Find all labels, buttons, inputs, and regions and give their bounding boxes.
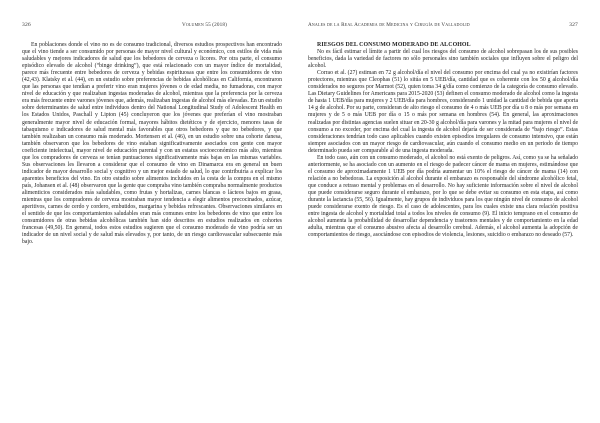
paragraph: En todo caso, aún con un consumo moderado, el alcohol no está exento de peligros. Así, como ya se ha señalado anteriormente, se ha asociado con un aumento en el riesgo de padecer cáncer de mama en mujeres, estimándose que el consumo de aproximadamente 1 UEB por día podría aumentar un 10% el riesgo de cáncer de mama (14) con relación a no bebedoras. La exposición al alcohol durante el embarazo es responsable del síndrome alcohólico fetal, que conduce a retraso mental y problemas en el desarrollo. No hay suficiente información sobre el nivel de alcohol que puede considerarse seguro durante el embarazo, por lo que se debe evitar su consumo en esta etapa, así como durante la lactancia (55, 56). Igualmente, hay grupos de individuos para los que ningún nivel de consumo de alcohol puede considerarse exento de riesgo. Es el caso de adolescentes, para los cuales existe una clara relación positiva entre ingesta de alcohol y mortalidad total a todos los niveles de consumo (9). El inicio temprano en el consumo de alcohol aumenta la probabilidad de desarrollar dependencia y trastornos mentales y de comportamiento en la edad adulta, mientras que el consumo abusivo afecta al desarrollo cerebral. Además, el alcohol aumenta la adopción de comportamientos de riesgo, asociándose con episodios de violencia, lesiones, suicidio o embarazo no deseado (57). <box>308 154 578 239</box>
paragraph: En poblaciones donde el vino no es de consumo tradicional, diversos estudios prospectivos han encontrado que el vino tiende a ser consumido por personas de mayor nivel cultural y económico, con estilos de vida más saludables y mejores indicadores de salud que los bebedores de cerveza o licores. Por otra parte, el consumo episódico elevado de alcohol (“binge drinking”), que está relacionado con un mayor índice de mortalidad, parece más frecuente entre bebedores de cerveza y bebidas espirituosas que entre los consumidores de vino (42,43). Klatsky et al. (44), en un estudio sobre preferencias de bebidas alcohólicas en California, encontraron que las personas que tendían a preferir vino eran mujeres jóvenes o de edad media, no fumadoras, con mayor nivel de educación y que realizaban ingestas moderadas de alcohol, mientras que la preferencia por la cerveza era más frecuente entre varones jóvenes que, además, realizaban ingestas de alcohol más elevadas. En un estudio sobre determinantes de salud entre individuos dentro del National Longitudinal Study of Adolescent Health en los Estados Unidos, Paschall y Lipton (45) concluyeron que los jóvenes que preferían el vino mostraban generalmente mayor nivel de educación formal, mayores hábitos dietéticos y de ejercicio, menores tasas de tabaquismo e indicadores de salud mental más favorables que otros bebedores y que no bebedores, y que también realizaban un consumo más moderado. Mortensen et al. (46), en un estudio sobre una cohorte danesa, también observaron que los bebedores de vino estaban significativamente asociados con gente con mayor coeficiente intelectual, mayor nivel de educación parental y con un estatus socioeconómico más alto, mientras que los compradores de cerveza se tenían puntuaciones significativamente más bajas en las mismas variables. Sus observaciones les llevaron a considerar que el consumo de vino en Dinamarca era en general un buen indicador de mayor desarrollo social y cognitivo y un mejor estado de salud, lo que contribuiría a explicar los aparentes beneficios del vino. En otro estudio sobre alimentos incluidos en la cesta de la compra en el mismo país, Johansen et al. (48) observaron que la gente que compraba vino también compraba normalmente productos alimenticios considerados más saludables, como frutas y hortalizas, carnes blancas o lácteos bajos en grasa, mientras que los compradores de cerveza mostraban mayor tendencia a elegir alimentos precocinados, azúcar, aperitivos, carnes de cerdo y cordero, embutidos, margarina y bebidas refrescantes. Observaciones similares en el sentido de que los comportamientos saludables eran más comunes entre los bebedores de vino que entre los consumidores de otras bebidas alcohólicas también han sido descritos en estudios realizados en cohortes francesas (49,50). En general, todos estos estudios sugieren que el consumo moderado de vino podría ser un indicador de un nivel social y de salud más elevados y, por tanto, de un riesgo cardiovascular subsecuente más bajo. <box>22 42 282 246</box>
left-running-head: Volumen 55 (2018) <box>182 22 228 28</box>
right-page <box>300 0 590 423</box>
right-page-number: 327 <box>569 22 578 28</box>
right-page-body <box>308 42 578 239</box>
paragraph: No es fácil estimar el límite a partir del cual los riesgos del consumo de alcohol sobrepasan los de sus posibles beneficios, dada la variedad de factores no sólo personales sino también sociales que influyen sobre el peligro del alcohol. <box>308 49 578 70</box>
right-running-head: Anales de la Real Academia de Medicina y Cirugía de Valladolid <box>308 22 470 28</box>
left-page-number: 326 <box>22 22 31 28</box>
left-page-body <box>22 42 282 246</box>
left-page <box>0 0 290 423</box>
section-title: RIESGOS DEL CONSUMO MODERADO DE ALCOHOL <box>317 42 471 48</box>
paragraph: Corrao et al. (27) estiman en 72 g alcohol/día el nivel del consumo por encima del cual ya no existirían factores protectores, mientras que Cleophas (51) lo sitúa en 5 UEB/día, cantidad que es coherente con los 50 g alcohol/día considerados no seguros por Marmot (52), quien toma 34 g/día como comienzo de la categoría de consumo elevado. Las Dietary Guidelines for Americans para 2015-2020 (53) definen el consumo moderado de alcohol como la ingesta de hasta 1 UEB/día para mujeres y 2 UEB/día para hombres, considerando 1 unidad la cantidad de bebida que aporta 14 g de alcohol. Por su parte, consideran de alto riesgo el consumo de 4 o más UEB por día u 8 o más por semana en mujeres y de 5 o más UEB por día o 15 o más por semana en hombres (54). En general, las aproximaciones realizadas por distintas agencias suelen situar en 20-30 g alcohol/día para varones y la mitad para mujeres el nivel de consumo a no exceder, por encima del cual la ingesta de alcohol dejaría de ser considerada de “bajo riesgo”. Estas consideraciones tendrían todo caso aplicables cuando existen episodios irregulares de consumo intensivo, que están siempre asociados con un mayor riesgo de cardiovascular, aún cuando el consumo medio en un periodo de tiempo determinado pueda ser comparable al de una ingesta moderada. <box>308 70 578 154</box>
